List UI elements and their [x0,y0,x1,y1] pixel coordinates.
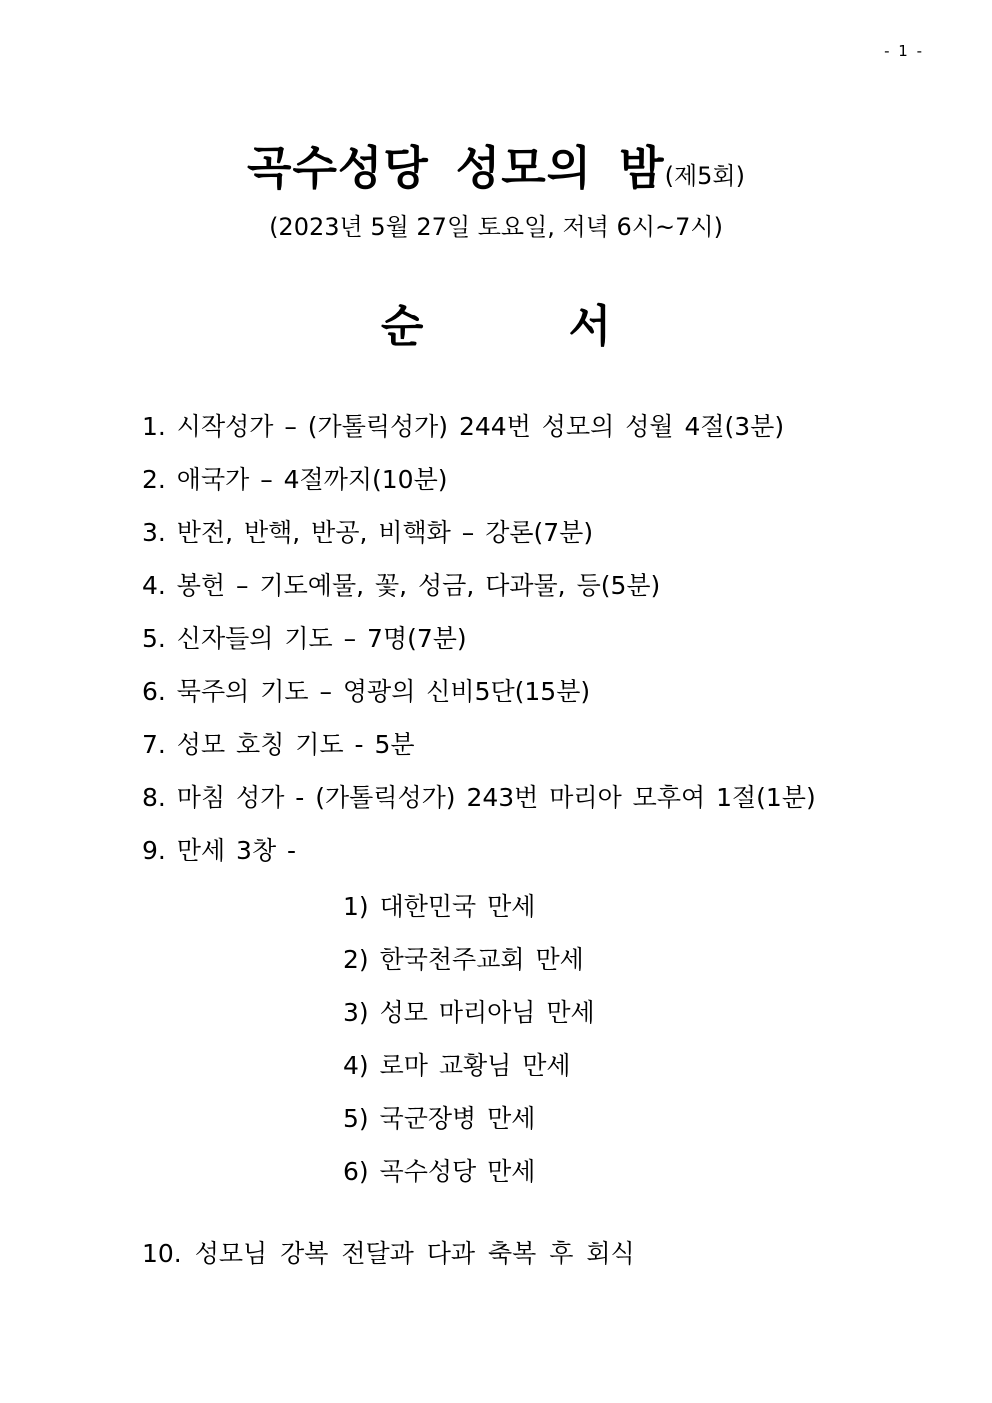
cheer-item: 4) 로마 교황님 만세 [343,1051,571,1080]
cheer-item: 5) 국군장병 만세 [343,1104,536,1133]
order-heading: 순 서 [380,301,612,352]
program-item: 1. 시작성가 – (가톨릭성가) 244번 성모의 성월 4절(3분) [142,412,785,441]
title-main: 곡수성당 성모의 밤 [247,141,665,195]
cheer-item: 6) 곡수성당 만세 [343,1157,536,1186]
program-item: 6. 묵주의 기도 – 영광의 신비5단(15분) [142,677,591,706]
program-item: 7. 성모 호칭 기도 - 5분 [142,730,415,759]
cheer-item: 2) 한국천주교회 만세 [343,945,584,974]
program-item: 5. 신자들의 기도 – 7명(7분) [142,624,467,653]
cheer-item: 3) 성모 마리아님 만세 [343,998,595,1027]
cheer-item: 1) 대한민국 만세 [343,892,536,921]
closing-item: 10. 성모님 강복 전달과 다과 축복 후 회식 [142,1239,635,1268]
program-item: 9. 만세 3창 - [142,836,297,865]
event-date-time: (2023년 5월 27일 토요일, 저녁 6시~7시) [269,213,723,241]
program-item: 2. 애국가 – 4절까지(10분) [142,465,448,494]
program-list [142,404,816,881]
title-edition: (제5회) [664,162,745,190]
program-item: 8. 마침 성가 - (가톨릭성가) 243번 마리아 모후여 1절(1분) [142,783,816,812]
cheers-list [343,884,595,1202]
program-item: 4. 봉헌 – 기도예물, 꽃, 성금, 다과물, 등(5분) [142,571,661,600]
document-title [0,132,992,198]
program-item: 3. 반전, 반핵, 반공, 비핵화 – 강론(7분) [142,518,594,547]
page-number: - 1 - [884,42,924,60]
